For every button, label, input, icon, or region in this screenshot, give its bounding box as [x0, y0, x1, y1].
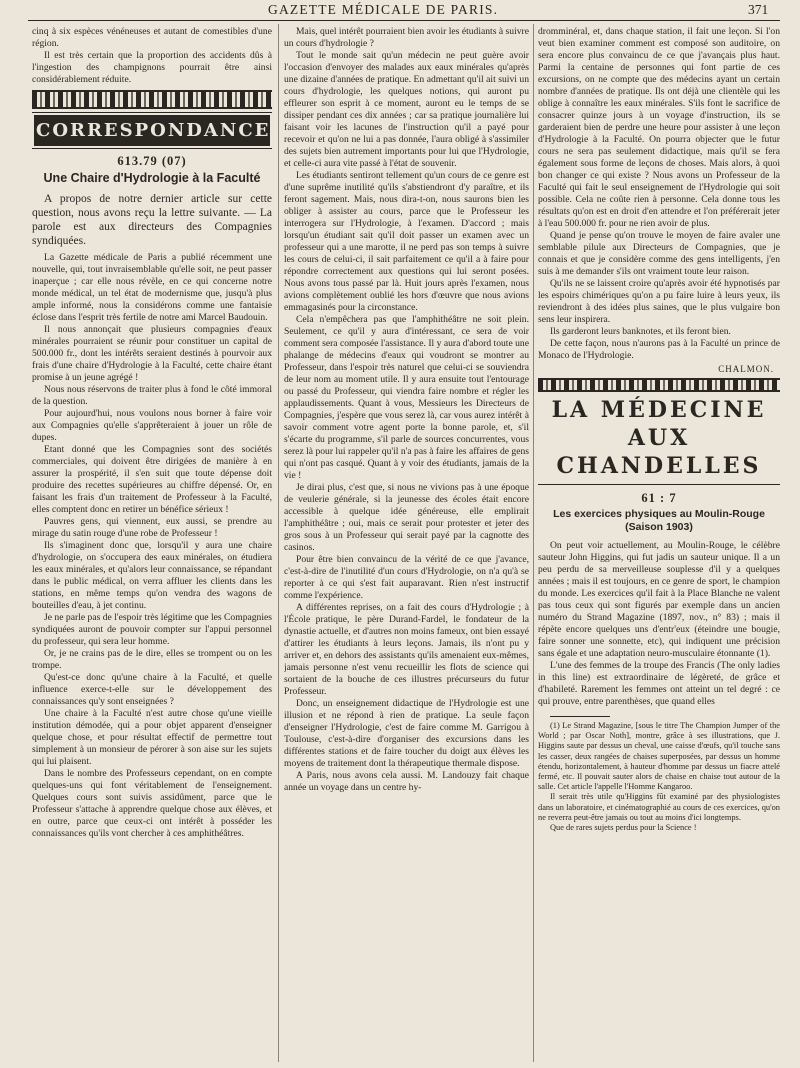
section-number: 613.79 (07) — [117, 154, 187, 168]
body-paragraph: Or, je ne crains pas de le dire, elles se trompent ou on les trompe. — [32, 648, 272, 671]
ornament-divider — [32, 90, 272, 109]
body-paragraph: Donc, un enseignement didactique de l'Hydrologie est une illusion et ne répond à rien de pratique. La seule façon d'enseigner l'Hydrologie, c'est de faire comme M. Garrigou à Toulouse, c'est-à-dire d'organiser des excursions dans les différentes stations et de faire toucher du doigt aux élèves les moyens de traitement dont la thérapeutique thermale dispose. — [284, 698, 529, 769]
intro-paragraph-2: Il est très certain que la proportion des accidents dûs à l'ingestion des champignons pourrait être ainsi considérablement réduite. — [32, 50, 272, 85]
footnote: Que de rares sujets perdus pour la Science ! — [550, 823, 697, 833]
body-paragraph: Qu'ils ne se laissent croire qu'après avoir été hypnotisés par les espoirs chimériques qu'on a pu faire luire à leurs yeux, ils reviendront à des idées plus saines, que le plus vulgaire bon sens leur inspirera. — [538, 278, 780, 325]
body-paragraph: Dans le nombre des Professeurs cependant, on en compte quelques-uns qui font véritablement de l'enseignement. Quelques cours sont suivis assidûment, parce que le Professeur s'attache à apprendre quelque chose aux élèves, et en outre, parce que ceux-ci ont intérêt à posséder les connaissances qu'ils vont chercher à ces amphithéâtres. — [32, 768, 272, 839]
body-paragraph: La Gazette médicale de Paris a publié récemment une nouvelle, qui, tout invraisemblable qu'elle soit, ne peut passer inaperçue ; car elle nous révèle, en ce qui concerne notre monde médical, un tel état de modernisme que, jusqu'à plus ample informé, nous la considérons comme une fantaisie éclose dans l'esprit très fertile de notre ami Marcel Baudouin. — [32, 252, 272, 323]
column-rule-2 — [533, 24, 534, 1062]
column-3 — [538, 26, 780, 1066]
body-paragraph: A Paris, nous avons cela aussi. M. Landouzy fait chaque année un voyage dans un centre hy- — [284, 770, 529, 793]
article-title: Une Chaire d'Hydrologie à la Faculté — [43, 171, 261, 185]
footnote: (1) Le Strand Magazine, [sous le titre The Champion Jumper of the World ; par Oscar Noth], montre, grâce à ses illustrations, que J. Higgins saute par dessus un cheval, une caisse d'œufs, qu'il touche sans les casser, deux rangées de chaises superposées, par dessus un homme étendu, horizontalement, à hauteur d'homme par dessus un fiacre attelé fermé, etc. Il pouvait sauter alors de chaise en chaise tout autour de la salle. Cet article l'appelle l'Homme Kangaroo. — [538, 721, 780, 792]
footnotes — [538, 721, 780, 833]
body-paragraph: L'une des femmes de la troupe des Francis (The only ladies in this line) est extraordinaire de légèreté, de grâce et d'habileté. Rarement les femmes ont atteint un tel degré : ce qui prouve, entre parenthèses, que quand elles — [538, 660, 780, 707]
section-title-line-2: AUX CHANDELLES — [556, 425, 762, 479]
body-paragraph: Une chaire à la Faculté n'est autre chose qu'une vieille institution démodée, qui a pour objet apparent d'enseigner quelque chose, et pour résultat effectif de permettre tout simplement à un monsieur de pérorer à son aise sur les sujets qui lui plaisent. — [32, 708, 272, 767]
article-title: Les exercices physiques au Moulin-Rouge (Saison 1903) — [553, 508, 765, 533]
column-2 — [284, 26, 529, 1066]
author-signature: CHALMON. — [718, 364, 774, 374]
body-paragraph: Qu'est-ce donc qu'une chaire à la Faculté, et quelle influence exerce-t-elle sur le développement des connaissances qu'y sont enseignées ? — [32, 672, 272, 707]
intro-paragraph-1: cinq à six espèces vénéneuses et autant de comestibles d'une région. — [32, 26, 272, 49]
body-paragraph: Pauvres gens, qui viennent, eux aussi, se prendre au mirage du satin rouge d'une robe de Professeur ! — [32, 516, 272, 539]
section-number: 61 : 7 — [641, 491, 677, 505]
section-title-line-1: LA MÉDECINE — [551, 397, 767, 423]
footnote: Il serait très utile qu'Higgins fût examiné par des physiologistes dans un laboratoire, et cinématographié au cours de ces exercices, qu'on ne reverra peut-être jamais ou tout au moins d'ici longtemps. — [538, 792, 780, 822]
body-paragraph: Je dirai plus, c'est que, si nous ne vivions pas à une époque de veulerie générale, si la jeunesse des écoles était encore accessible à quelque idée généreuse, elle emplirait l'amphithéâtre ; oui, mais ce serait pour protester et jeter des gros sous à un Professeur qui serait payé par la cagnotte des casinos. — [284, 482, 529, 553]
lead-paragraph: A propos de notre dernier article sur cette question, nous avons reçu la lettre suivante. — La parole est aux directeurs des Compagnies syndiquées. — [32, 193, 272, 247]
running-header-title: GAZETTE MÉDICALE DE PARIS. — [268, 2, 499, 17]
body-paragraph: Quand je pense qu'on trouve le moyen de faire avaler une semblable pilule aux Directeurs de Compagnies, que je connais et que je considère comme des gens intelligents, j'en suis à me demander s'ils ont vraiment toute leur raison. — [538, 230, 780, 277]
body-paragraph: De cette façon, nous n'aurons pas à la Faculté un prince de Monaco de l'Hydrologie. — [538, 338, 780, 361]
page-number: 371 — [748, 2, 769, 17]
section-banner-correspondance: CORRESPONDANCE — [34, 115, 270, 146]
body-paragraph: Je ne parle pas de l'espoir très légitime que les Compagnies syndiquées auront de pouvoir compter sur l'appui personnel du professeur, qui sera leur homme. — [32, 612, 272, 647]
body-paragraph: Nous nous réservons de traiter plus à fond le côté immoral de la question. — [32, 384, 272, 407]
body-paragraph: Tout le monde sait qu'un médecin ne peut guère avoir l'occasion d'envoyer des malades aux eaux minérales qu'après une dizaine d'années de pratique. En admettant qu'il ait suivi un cours d'hydrologie, les quelques notions, qui auront pu effleurer son esprit à ce moment, auront eu le temps de se dissiper pendant ces dix années ; car sa pratique journalière lui faisant voir les lacunes de l'instruction qu'il a payé pour recevoir et qu'on ne lui a pas donnée, l'aura obligé à s'assimiler des sujets bien autrement importants pour lui que l'Hydrologie, et celle-ci aura vite passé à l'état de souvenir. — [284, 50, 529, 169]
body-paragraph: On peut voir actuellement, au Moulin-Rouge, le célèbre sauteur John Higgins, qui fut jadis un sauteur unique. Il a un peu perdu de sa merveilleuse souplesse d'il y a quelques années ; mais il est toujours, en ce genre de sport, le champion du monde. Les exercices qu'il fait à la Place Blanche ne valent pas tous ceux qui sont figurés par exemple dans un ancien numéro du Strand Magazine (1897, nov., n° 83) ; mais il répète encore quelques uns d'entr'eux (éteindre une bougie, faire sonner une sonnette, etc), qui indiquent une précision sans égale et une adaptation neuro-musculaire étonnante (1). — [538, 540, 780, 659]
column-1 — [32, 26, 272, 1066]
footnote-rule — [550, 716, 610, 717]
ornament-divider — [538, 378, 780, 392]
body-paragraph: Pour aujourd'hui, nous voulons nous borner à faire voir aux Compagnies qu'elle s'apprêteraient à jouer un rôle de dupes. — [32, 408, 272, 443]
section-title-medecine-aux-chandelles — [538, 396, 780, 485]
body-paragraph: Les étudiants sentiront tellement qu'un cours de ce genre est d'une suprême inutilité qu'ils s'abstiendront d'y paraître, et ils feront sagement. Mais, nous dira-t-on, nous saurons bien les obliger à assister au cours, parce que le Professeur les interrogera sur l'Hydrologie, à l'examen. D'accord ; mais lorsqu'un étudiant sait qu'il doit passer un examen avec un professeur qui a une marotte, il ne perd pas son temps à suivre les cours de celui-ci, il sait parfaitement ce qu'il a à faire pour répondre correctement aux questions qui lui seront posées. Nous avons tous passé par là. Huit jours après l'examen, nous avions complètement oublié les hors d'œuvre que nous avions emmagasinés pour la circonstance. — [284, 170, 529, 313]
body-paragraph: Etant donné que les Compagnies sont des sociétés commerciales, qui doivent être dirigées de manière à en assurer la prospérité, il s'en suit que toute dépense doit produire des recettes supérieures au chiffre dépensé. Or, en faisant les frais d'un traitement de Professeur à la Faculté, elles comptent donc en retirer un bénéfice sérieux ! — [32, 444, 272, 515]
body-paragraph: Mais, quel intérêt pourraient bien avoir les étudiants à suivre un cours d'hydrologie ? — [284, 26, 529, 49]
body-paragraph: Il nous annonçait que plusieurs compagnies d'eaux minérales pourraient se réunir pour constituer un capital de 500.000 fr., dont les intérêts seraient destinés à pourvoir aux frais d'une chaire d'Hydrologie à la Faculté, cette chaire étant promise à un jeune agrégé ! — [32, 324, 272, 383]
body-paragraph: Cela n'empêchera pas que l'amphithéâtre ne soit plein. Seulement, ce qu'il y aura d'intéressant, ce sera de voir comment sera composée l'assistance. Il y aura d'abord toute une phalange de médecins d'eaux qui voudront se montrer au Professeur, dans l'espoir très naturel que celui-ci se souviendra de leur nom au moment utile. Il y aura ensuite tout l'entourage ou passé du Professeur, qui viendra faire nombre et régler les applaudissements. Quant à vous, Messieurs les Directeurs de Compagnies, j'espère que vous serez là, car vous aurez intérêt à savoir comment votre agent porte la bonne parole, et, s'il s'écarte du programme, s'il parle de sources concurrentes, vous serez là pour lui rappeler qu'il n'a pas à faire les affaires de gens qui n'ont pas casqué. Quant à y voir des étudiants, jamais de la vie ! — [284, 314, 529, 481]
body-paragraph: Ils s'imaginent donc que, lorsqu'il y aura une chaire d'hydrologie, on s'occupera des eaux minérales, on étudiera les eaux minérales, et qu'alors leur connaissance, se répandant dans le public médical, on verra affluer les clients dans les stations, en même temps qu'on vendra des wagons de bouteilles d'eau, à jet continu. — [32, 540, 272, 611]
column-rule-1 — [278, 24, 279, 1062]
header-rule — [28, 20, 780, 21]
body-paragraph: Ils garderont leurs banknotes, et ils feront bien. — [550, 326, 731, 337]
body-paragraph: A différentes reprises, on a fait des cours d'Hydrologie ; à l'École pratique, le père Durand-Fardel, le fondateur de la dynastie actuelle, et d'autres non moins fameux, ont bien essayé d'attirer les étudiants à leurs leçons. Jamais, ils n'ont pu y arriver et, en dehors des assistants qu'ils amenaient eux-mêmes, jamais personne n'est venu recueillir les flots de science qui sortaient de la bouche de ces illustres précurseurs du futur Professeur. — [284, 602, 529, 697]
body-paragraph: dromminéral, et, dans chaque station, il fait une leçon. Si l'on veut bien examiner comment est composé son auditoire, on sera encore plus convaincu de ce que j'avançais plus haut. Parmi la centaine de personnes qui font partie de ces excursions, on ne compte que des médecins ayant un certain nombre d'années de pratique. Ils ont déjà une clientèle qui les oblige à connaître les eaux minérales. S'ils font le sacrifice de consacrer quinze jours à un voyage d'instruction, ils se garderaient bien de perdre une heure pour assister à une leçon d'Hydrologie à la Faculté. On pourra objecter que le futur cours ne sera pas seulement didactique, mais qu'il se fera également sous forme de leçons de choses. Mais alors, à quoi bon changer ce qui existe ? Nous avons un Professeur de la Faculté qui fait le seul enseignement de l'Hydrologie qui soit possible. Cela ne coûte rien à personne. Cela donne tous les résultats qu'on est en droit d'en attendre et l'on préférerait jeter à l'eau 500.000 fr. pour ne rien avoir de plus. — [538, 26, 780, 229]
body-paragraph: Pour être bien convaincu de la vérité de ce que j'avance, c'est-à-dire de l'inutilité d'un cours d'Hydrologie, on n'a qu'à se reporter à ce qui s'est fait auparavant. Rien n'est instructif comme l'expérience. — [284, 554, 529, 601]
